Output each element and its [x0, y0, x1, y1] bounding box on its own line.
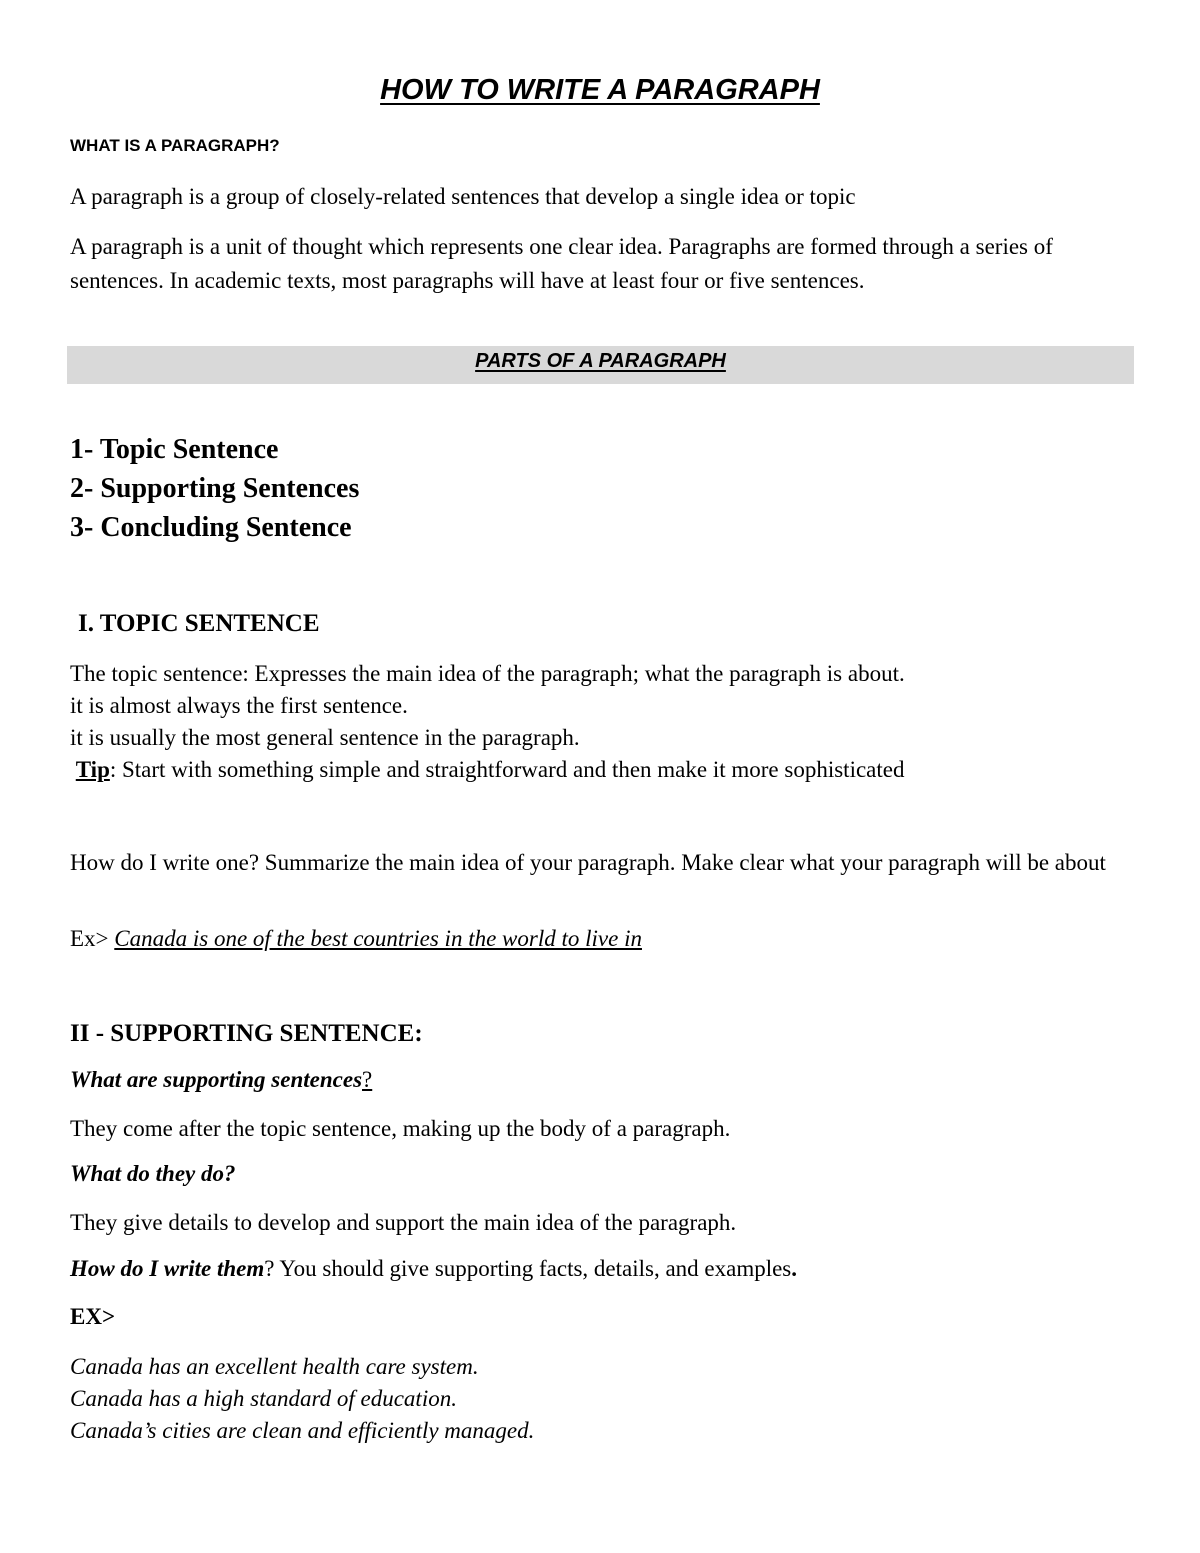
- what-is-heading: WHAT IS A PARAGRAPH?: [70, 136, 280, 155]
- answer-what-are: They come after the topic sentence, making up the body of a paragraph.: [70, 1116, 731, 1141]
- parts-list-item: 1- Topic Sentence: [70, 434, 279, 465]
- example-sentence: Canada’s cities are clean and efficiently managed.: [70, 1418, 535, 1443]
- example-label: Ex>: [70, 926, 115, 951]
- supporting-example-label: EX>: [70, 1304, 116, 1329]
- example-sentence: Canada has a high standard of education.: [70, 1386, 457, 1411]
- question-what-do: What do they do?: [70, 1161, 236, 1186]
- question-how-write: [70, 1256, 797, 1282]
- tip-line: [70, 754, 905, 786]
- topic-line: it is almost always the first sentence.: [70, 693, 408, 718]
- tip-text: : Start with something simple and straightforward and then make it more sophisticated: [109, 757, 905, 782]
- topic-line: The topic sentence: Expresses the main idea of the paragraph; what the paragraph is about.: [70, 661, 905, 686]
- question-text: What are supporting sentences: [70, 1067, 363, 1092]
- topic-line: it is usually the most general sentence in the paragraph.: [70, 725, 580, 750]
- topic-sentence-heading: I. TOPIC SENTENCE: [78, 610, 320, 637]
- parts-list: [70, 430, 359, 547]
- topic-sentence-description: [70, 658, 905, 786]
- question-mark: ?: [362, 1067, 373, 1092]
- question-what-are: [70, 1067, 372, 1093]
- parts-heading: PARTS OF A PARAGRAPH: [475, 350, 726, 372]
- tip-label: Tip: [75, 757, 110, 782]
- example-sentence: Canada is one of the best countries in the world to live in: [114, 926, 642, 951]
- parts-list-item: 2- Supporting Sentences: [70, 473, 360, 504]
- how-to-write-topic: How do I write one? Summarize the main idea of your paragraph. Make clear what your paragraph will be about: [70, 850, 1106, 875]
- document-title: HOW TO WRITE A PARAGRAPH: [380, 74, 820, 106]
- example-sentence: Canada has an excellent health care system.: [70, 1354, 479, 1379]
- definition-paragraph-2: A paragraph is a unit of thought which represents one clear idea. Paragraphs are formed through a series of sentences. In academic texts, most paragraphs will have at least four or five sentences.: [70, 234, 1053, 293]
- answer-how-write: ? You should give supporting facts, details, and examples: [264, 1256, 792, 1281]
- supporting-examples: [70, 1351, 534, 1447]
- answer-end: .: [791, 1256, 798, 1281]
- answer-what-do: They give details to develop and support the main idea of the paragraph.: [70, 1210, 737, 1235]
- definition-paragraph-1: A paragraph is a group of closely-related sentences that develop a single idea or topic: [70, 184, 856, 209]
- parts-list-item: 3- Concluding Sentence: [70, 512, 352, 543]
- topic-example: [70, 926, 642, 952]
- question-text: How do I write them: [70, 1256, 265, 1281]
- supporting-sentence-heading: II - SUPPORTING SENTENCE:: [70, 1020, 423, 1047]
